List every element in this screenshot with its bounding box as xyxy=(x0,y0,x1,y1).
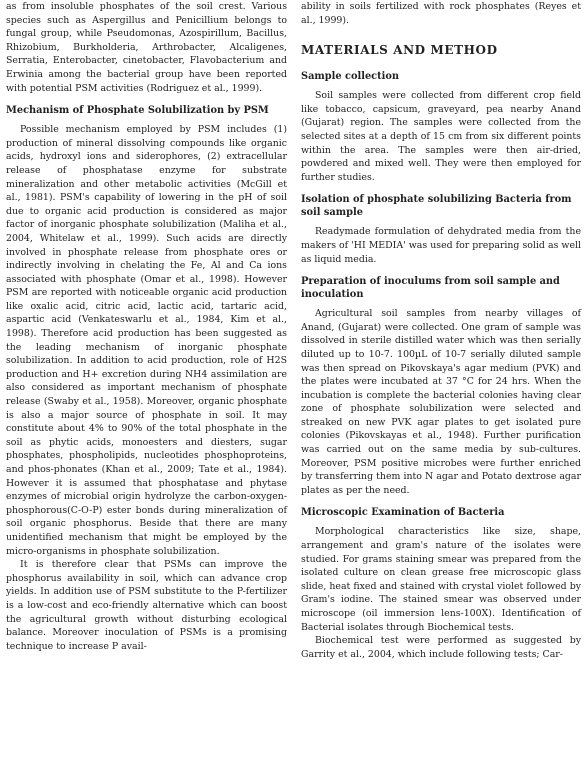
sample-collection-heading: Sample collection xyxy=(301,71,400,83)
continued-paragraph: ability in soils fertilized with rock phosphates (Reyes et al., 1999). xyxy=(301,1,581,26)
microscopic-heading: Microscopic Examination of Bacteria xyxy=(301,507,505,519)
biochemical-paragraph: Biochemical test were performed as suggested by Garrity et al., 2004, which include following tests; Car- xyxy=(301,635,581,660)
conclusion-paragraph: It is therefore clear that PSMs can improve the phosphorus availability in soil, which can advance crop yields. In addition use of PSM substitute to the P-fertilizer is a low-cost and eco-friendly alternative which can boost the agricultural growth without disturbing ecological balance. Moreover inoculation of PSMs is a promising technique to increase P avail- xyxy=(6,559,287,652)
right-column xyxy=(301,0,581,661)
inoculum-heading: Preparation of inoculums from soil sample and inoculation xyxy=(301,276,560,301)
microscopic-paragraph: Morphological characteristics like size, shape, arrangement and gram's nature of the isolates were studied. For grams staining smear was prepared from the isolated culture on clean grease free microscopic glass slide, heat fixed and stained with crystal violet followed by Gram's iodine. The stained smear was observed under microscope (oil immersion lens-100X). Identification of Bacterial isolates through Biochemical tests. xyxy=(301,526,581,633)
mechanism-heading: Mechanism of Phosphate Solubilization by PSM xyxy=(6,105,269,117)
isolation-heading: Isolation of phosphate solubilizing Bacteria from soil sample xyxy=(301,194,572,219)
sample-collection-paragraph: Soil samples were collected from different crop field like tobacco, capsicum, graveyard, pea nearby Anand (Gujarat) region. The samples were collected from the selected sites at a depth of 15 cm from six different points within the area. The samples were then air-dried, powdered and mixed well. They were then employed for further studies. xyxy=(301,90,581,183)
materials-method-title: MATERIALS AND METHOD xyxy=(301,43,498,58)
mechanism-paragraph: Possible mechanism employed by PSM includes (1) production of mineral dissolving compounds like organic acids, hydroxyl ions and siderophores, (2) extracellular release of phosphatase enzyme for substrate mineralization and other metabolic activities (McGill et al., 1981). PSM's capability of lowering in the pH of soil due to organic acid production is considered as major factor of inorganic phosphate solubilization (Maliha et al., 2004, Whitelaw et al., 1999). Such acids are directly involved in phosphate release from phosphate ores or indirectly involving in chelating the Fe, Al and Ca ions associated with phosphate (Omar et al., 1998). However PSM are reported with noticeable organic acid production like oxalic acid, citric acid, lactic acid, tartaric acid, aspartic acid (Venkateswarlu et al., 1984, Kim et al., 1998). Therefore acid production has been suggested as the leading mechanism of inorganic phosphate solubilization. In addition to acid production, role of H2S production and H+ excretion during NH4 assimilation are also considered as important mechanism of phosphate release (Swaby et al., 1958). Moreover, organic phosphate is also a major source of phosphate in soil. It may constitute about 4% to 90% of the total phosphate in the soil as phytic acids, monoesters and diesters, sugar phosphates, phospholipids, nucleotides phosphoproteins, and phos-phonates (Khan et al., 2009; Tate et al., 1984). However it is assumed that phosphatase and phytase enzymes of microbial origin hydrolyze the carbon-oxygen-phosphorous(C-O-P) ester bonds during mineralization of soil organic phosphorus. Beside that there are many unidentified mechanism that might be employed by the micro-organisms in phosphate solubilization. xyxy=(6,124,287,557)
inoculum-paragraph: Agricultural soil samples from nearby villages of Anand, (Gujarat) were collected. One gram of sample was dissolved in sterile distilled water which was then serially diluted up to 10-7. 100µL of 10-7 serially diluted sample was then spread on Pikovskaya's agar medium (PVK) and the plates were incubated at 37 °C for 24 hrs. When the incubation is complete the bacterial colonies having clear zone of phosphate solubilization were selected and streaked on new PVK agar plates to get isolated pure colonies (Pikovskayas et al., 1948). Further purification was carried out on the same media by sub-cultures. Moreover, PSM positive microbes were further enriched by transferring them into N agar and Potato dextrose agar plates as per the need. xyxy=(301,308,581,496)
isolation-paragraph: Readymade formulation of dehydrated media from the makers of 'HI MEDIA' was used for preparing solid as well as liquid media. xyxy=(301,226,581,265)
left-column xyxy=(6,0,287,653)
intro-paragraph: as from insoluble phosphates of the soil crest. Various species such as Aspergillus and Penicillium belongs to fungal group, while Pseudomonas, Azospirillum, Bacillus, Rhizobium, Burkholderia, Arthrobacter, Alcaligenes, Serratia, Enterobacter, cinetobacter, Flavobacterium and Erwinia among the bacterial group have been reported with potential PSM activities (Rodriguez et al., 1999). xyxy=(6,1,287,94)
